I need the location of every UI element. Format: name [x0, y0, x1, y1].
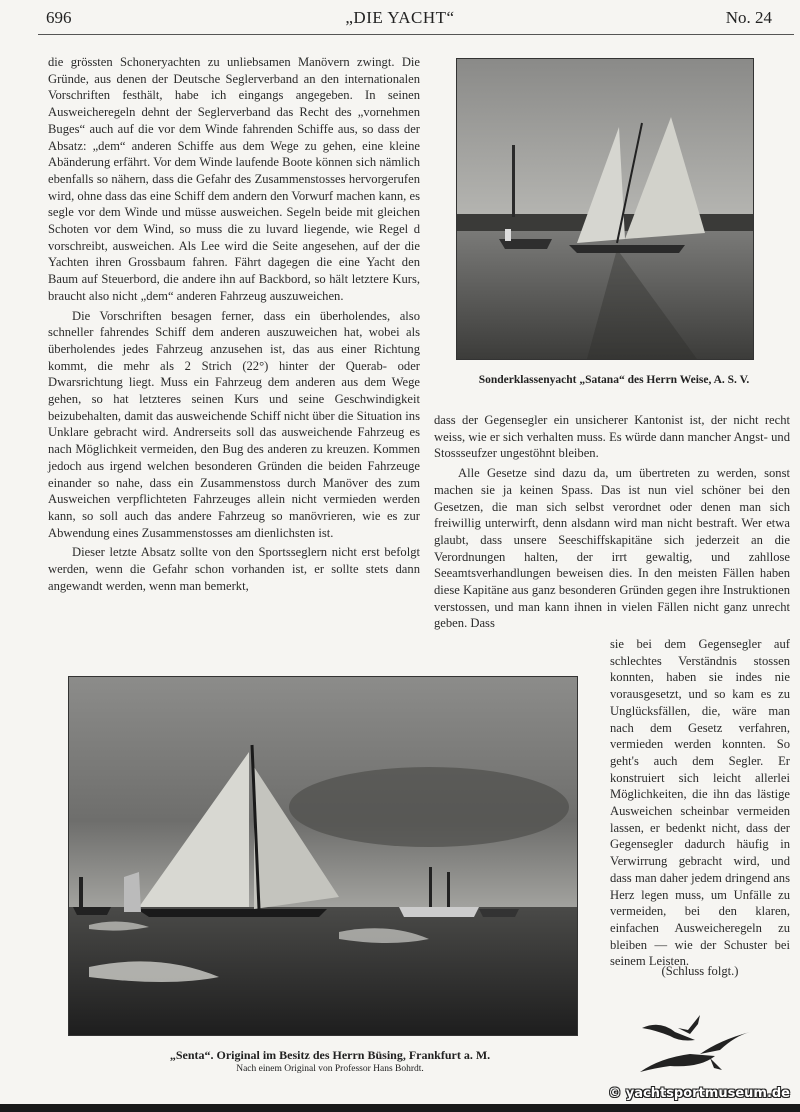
paragraph: dass der Gegensegler ein unsicherer Kantonist ist, der nicht recht weiss, wie er sich verhalten muss. Es würde dann mancher Angst- und Stossseufzer ungestöhnt bleiben. [434, 413, 790, 461]
left-column [48, 54, 420, 595]
issue-number: No. 24 [725, 8, 772, 27]
sailboat-painting-icon [69, 677, 577, 1035]
watermark: © yachtsportmuseum.de [608, 1086, 790, 1101]
paragraph: die grössten Schoneryachten zu unliebsamen Manövern zwingt. Die Gründe, aus denen der Deutsche Seglerverband an den internationalen Vorschriften festhält, habe ich eingangs angegeben. In seinen Ausweicheregeln dehnt der Seglerverband das Recht des „vornehmen Buges“ auch auf die vor dem Winde fahrenden Schiffe aus, so dass der Absatz: „dem“ anderen Schiffe aus dem Wege zu gehen, eine kleine Abänderung erfährt. Vor dem Winde laufende Boote können sich nämlich ebenfalls so nähern, dass die Gefahr des Zusammenstosses hervorgerufen wird, ohne dass das eine Schiff dem andern den Vorwurf machen kann, es segle vor dem Winde und müsse ausweichen. Segeln beide mit gleichen Schoten vor dem Wind, so muss die zu luvard liegende, wie Regel d vorschreibt, ausweichen. Als Lee wird die Seite angesehen, auf der die Yachten ihren Grossbaum fahren. Fährt dagegen die eine Yacht den Baum auf Steuerbord, die andere ihn auf Backbord, so hält letztere Kurs, braucht also nicht „dem“ anderen Fahrzeug auszuweichen. [48, 55, 420, 303]
narrow-column [610, 636, 790, 970]
painting-senta [68, 676, 578, 1036]
caption-senta: „Senta“. Original im Besitz des Herrn Büsing, Frankfurt a. M. [169, 1048, 491, 1062]
paragraph: Alle Gesetze sind dazu da, um übertreten zu werden, sonst machen sie ja keinen Spass. Das ist nun viel schöner bei den Gesetzen, die man sich selbst verordnet oder denen man sich freiwillig unterwirft, denn alsdann wird man nicht bestraft. Wer etwa glaubt, dass unsere Seeschiffskapitäne sich jederzeit an die Verordnungen halten, der irrt gewaltig, und zahllose Seeamtsverhandlungen beweisen dies. In den meisten Fällen haben diese Kapitäne aus ganz besonderen Gründen gegen ihre Instruktionen verstossen, und man kann ihnen in vielen Fällen nicht ganz unrecht geben. Dass [434, 466, 790, 631]
seagull-icon [640, 1010, 770, 1080]
paragraph: sie bei dem Gegensegler auf schlechtes Verständnis stossen konnten, haben sie indes nie vorausgesetzt, und so kam es zu Unglücksfällen, die, wäre man nach dem Gesetz verfahren, vermieden werden konnten. So geht's auch dem Segler. Er konstruiert sich leicht allerlei Möglichkeiten, die ihn das lästige Ausweichen scheinbar vermeiden lassen, er bedenkt nicht, dass der Gegensegler dadurch häufig in Verwirrung gebracht wird, und dass man daher jedem dringend ans Herz legen muss, um Unfälle zu vermeiden, bei den klaren, einfachen Ausweicheregeln zu bleiben — wie der Schuster bei seinem Leisten. [610, 637, 790, 969]
caption-satana: Sonderklassenyacht „Satana“ des Herrn Weise, A. S. V. [478, 374, 750, 386]
header-rule [38, 34, 794, 35]
credit-senta: Nach einem Original von Professor Hans Bohrdt. [236, 1064, 424, 1074]
page-number: 696 [46, 8, 72, 27]
paragraph: Dieser letzte Absatz sollte von den Sportsseglern nicht erst befolgt werden, wenn die Gefahr schon vorhanden ist, er sollte stets dann angewandt werden, wenn man bemerkt, [48, 545, 420, 593]
running-title: „DIE YACHT“ [345, 8, 455, 27]
sailboat-photo-icon [457, 59, 753, 359]
bottom-edge [0, 1104, 800, 1112]
seagulls-illustration [640, 1010, 770, 1080]
photo-satana-yacht [456, 58, 754, 360]
paragraph: Die Vorschriften besagen ferner, dass ein überholendes, also schneller fahrendes Schiff dem anderen auszuweichen hat, wobei als überholendes jedes Fahrzeug anzusehen ist, das aus einer Richtung kommt, die mehr als 2 Strich (22°) hinter der Querab- oder Dwarsrichtung liegt. Muss ein Fahrzeug dem anderen aus dem Wege gehen, so hat letzteres seinen Kurs und seine Geschwindigkeit beizubehalten, damit das ausweichende Schiff nicht über die Situation ins Unklare gebracht wird. Andrerseits soll das ausweichende Fahrzeug es nach Möglichkeit vermeiden, den Bug des anderen zu kreuzen. Kommen jedoch aus irgend welchen besonderen Gründen die beiden Fahrzeuge einander so nahe, dass ein Zusammenstoss durch Manöver des zum Ausweichen verpflichteten Fahrzeuges allein nicht vermieden werden kann, so soll auch das andere Fahrzeug so manövrieren, wie es zur Abwendung eines Zusammenstosses am dienlichsten ist. [48, 308, 420, 540]
closing-note: (Schluss folgt.) [661, 964, 739, 978]
right-column [434, 412, 790, 632]
